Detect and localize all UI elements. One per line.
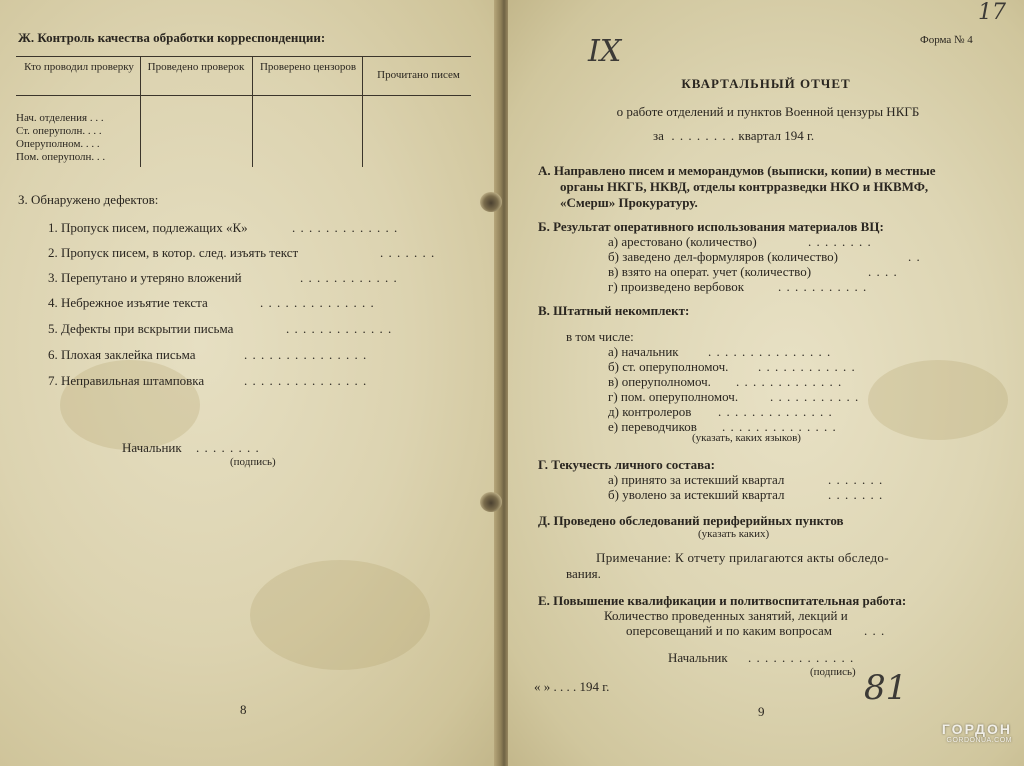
section-g-item: б) уволено за истекший квартал <box>608 487 785 502</box>
section-e-title: Е. Повышение квалификации и политвоспитательная работа: <box>538 593 907 608</box>
section-v-including: в том числе: <box>566 329 634 344</box>
defect-item: 7. Неправильная штамповка <box>48 373 205 388</box>
section-b-item: а) арестовано (количество) <box>608 234 757 249</box>
defect-item: 6. Плохая заклейка письма <box>48 347 196 362</box>
binding-hole <box>480 192 502 212</box>
report-title: КВАРТАЛЬНЫЙ ОТЧЕТ <box>681 76 851 91</box>
note-line: Примечание: К отчету прилагаются акты обследо- <box>596 550 889 565</box>
section-v-note: (указать, каких языков) <box>692 432 801 444</box>
note-line: вания. <box>566 566 601 581</box>
section-a-line: органы НКГБ, НКВД, отделы контрразведки НКО и НКВМФ, <box>560 179 929 194</box>
handwritten-roman-numeral: IX <box>588 34 622 69</box>
section-z-title: З. Обнаружено дефектов: <box>18 192 159 207</box>
watermark-logo: ГОРДОН GORDONUA.COM <box>941 721 1012 744</box>
defect-item: 5. Дефекты при вскрытии письма <box>48 321 234 336</box>
section-b-title: Б. Результат оперативного использования материалов ВЦ: <box>538 219 884 234</box>
section-g-item: а) принято за истекший квартал <box>608 472 785 487</box>
section-v-item: г) пом. оперуполномоч. <box>608 389 739 404</box>
page-number: 8 <box>240 702 247 717</box>
section-v-item: д) контролеров <box>608 404 692 419</box>
section-b-item: г) произведено вербовок <box>608 279 745 294</box>
binding-hole <box>480 492 502 512</box>
section-v-item: в) оперуполномоч. <box>608 374 711 389</box>
section-d-title: Д. Проведено обследований периферийных пунктов <box>538 513 844 528</box>
report-subtitle: о работе отделений и пунктов Военной цензуры НКГБ <box>616 104 920 119</box>
left-page: Ж. Контроль качества обработки корреспонденции: Кто проводил проверку Проведено проверок Проверено цензоров Прочитано писем Нач. отделения . . . Ст. оперуполн. . . . Оперуполном. . . . Пом. оперуполн. . . З. Обнаружено дефектов: 1. Пропуск писем, подлежащих «К» . . . . . . . . . . . . . 2. Пропуск писем, в котор. след. изъять текст . . . . . . . 3. Перепутано и утеряно вложений . . . . . . . . . . . . 4. Небрежное изъятие текста . . . . . . . . . . . . . . 5. Дефекты при вскрытии письма . . . . . . . . . . . . . 6. Плохая заклейка письма . . . . . . . . . . . . . . . 7. Неправильная штамповка . . . . . . . . . . . . . . . Начальник . . . . . . . . (подпись) 8 <box>0 0 500 766</box>
table-header-cell: Прочитано писем <box>377 69 460 81</box>
form-number: Форма № 4 <box>920 34 973 46</box>
chief-label: Начальник <box>668 650 728 665</box>
paper-stain <box>250 560 430 670</box>
section-zh-title: Ж. Контроль качества обработки корреспонденции: <box>18 30 326 45</box>
section-g-title: Г. Текучесть личного состава: <box>538 457 715 472</box>
date-line: « » . . . . 194 г. <box>534 679 610 694</box>
section-a-line: А. Направлено писем и меморандумов (выписки, копии) в местные <box>538 163 936 178</box>
chief-label: Начальник <box>122 440 182 455</box>
page-number: 9 <box>758 704 765 719</box>
section-b-item: в) взято на операт. учет (количество) <box>608 264 812 279</box>
quarter-line: за . . . . . . . . квартал 194 г. <box>653 128 815 143</box>
section-v-title: В. Штатный некомплект: <box>538 303 690 318</box>
defect-item: 4. Небрежное изъятие текста <box>48 295 208 310</box>
defect-item: 2. Пропуск писем, в котор. след. изъять текст <box>48 245 299 260</box>
quality-control-table <box>16 56 471 167</box>
defect-item: 1. Пропуск писем, подлежащих «К» <box>48 220 248 235</box>
section-v-item: б) ст. оперуполномоч. <box>608 359 729 374</box>
table-row-label: Пом. оперуполн. . . <box>16 151 106 163</box>
section-e-line: Количество проведенных занятий, лекций и <box>604 608 848 623</box>
table-header-cell: Проверено цензоров <box>259 61 357 73</box>
right-page: Форма № 4 17 IX КВАРТАЛЬНЫЙ ОТЧЕТ о работе отделений и пунктов Военной цензуры НКГБ за . . . . . . . . квартал 194 г. А. Направлено писем и меморандумов (выписки, копии) в местные органы НКГБ, НКВД, отделы контрразведки НКО и НКВМФ, «Смерш» Прокуратуру. Б. Результат оперативного использования материалов ВЦ: а) арестовано (количество) . . . . . . . . б) заведено дел-формуляров (количество) . . в) взято на операт. учет (количество) . . . . г) произведено вербовок . . . . . . . . . . . В. Штатный некомплект: в том числе: а) начальник . . . . . . . . . . . . . . . б) ст. оперуполномоч. . . . . . . . . . . . . в) оперуполномоч. . . . . . . . . . . . . . г) пом. оперуполномоч. . . . . . . . . . . . д) контролеров . . . . . . . . . . . . . . е) переводчиков . . . . . . . . . . . . . . (указать, каких языков) Г. Текучесть личного состава: а) принято за истекший квартал . . . . . . . б) уволено за истекший квартал . . . . . . . Д. Проведено обследований периферийных пунктов (указать каких) Примечание: К отчету прилагаются акты обследо- вания. Е. Повышение квалификации и политвоспитательная работа: Количество проведенных занятий, лекций и оперсовещаний и по каким вопросам . . . Начальник . . . . . . . . . . . . . (подпись) « » . . . . 194 г. 81 9 <box>508 0 1024 766</box>
table-header-cell: Проведено проверок <box>147 61 245 73</box>
signature-note: (подпись) <box>230 456 276 468</box>
section-a-line: «Смерш» Прокуратуру. <box>560 195 698 210</box>
handwritten-page-mark: 17 <box>978 0 1006 25</box>
defect-item: 3. Перепутано и утеряно вложений <box>48 270 242 285</box>
table-row-label: Оперуполном. . . . <box>16 138 100 150</box>
section-v-item: а) начальник <box>608 344 679 359</box>
signature-note: (подпись) <box>810 666 856 678</box>
table-header-cell: Кто проводил проверку <box>24 61 134 73</box>
section-v-item: е) переводчиков <box>608 419 697 434</box>
section-b-item: б) заведено дел-формуляров (количество) <box>608 249 839 264</box>
handwritten-number: 81 <box>864 668 908 708</box>
table-row-label: Ст. оперуполн. . . . <box>16 125 102 137</box>
table-row-label: Нач. отделения . . . <box>16 112 104 124</box>
paper-stain <box>868 360 1008 440</box>
section-e-line: оперсовещаний и по каким вопросам <box>626 623 833 638</box>
section-d-note: (указать каких) <box>698 528 770 540</box>
